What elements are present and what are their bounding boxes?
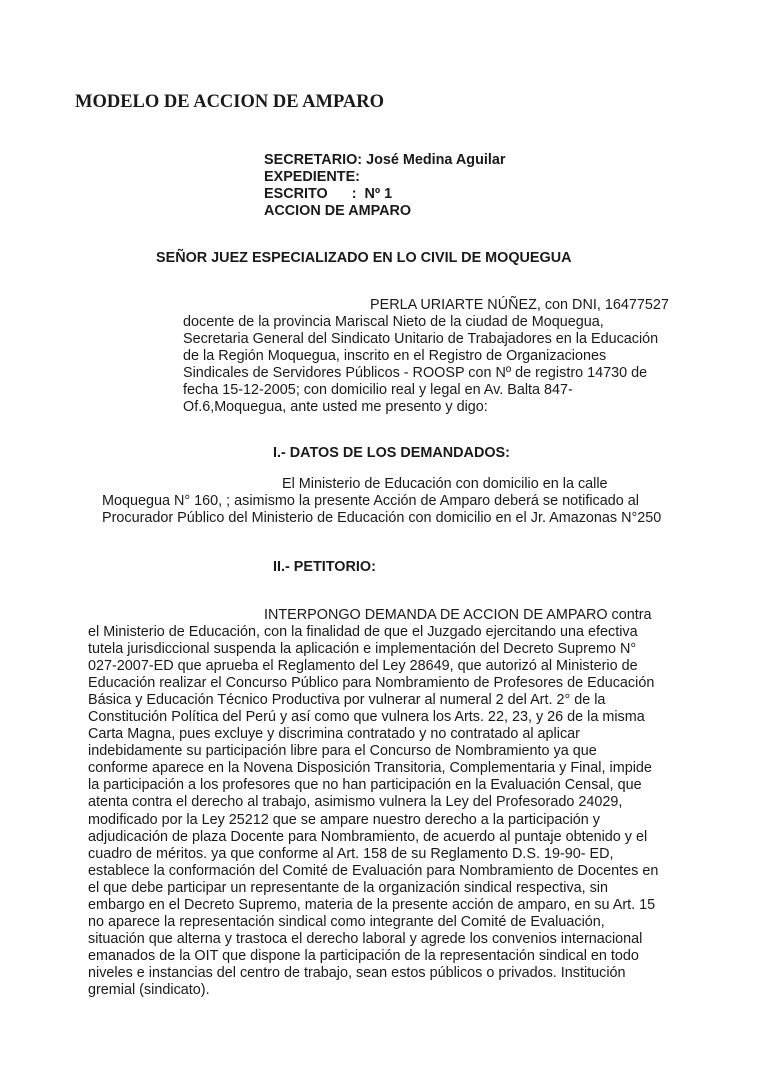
section2-line: 027-2007-ED que aprueba el Reglamento del Ley 28649, que autorizó al Ministerio de (88, 658, 638, 675)
section2-line: cuadro de méritos. ya que conforme al Art. 158 de su Reglamento D.S. 19-90- ED, (88, 845, 614, 862)
escrito-line: ESCRITO : Nº 1 (264, 186, 393, 202)
accion-line: ACCION DE AMPARO (264, 203, 412, 219)
expediente-line: EXPEDIENTE: (264, 169, 360, 185)
section2-line: conforme aparece en la Novena Disposición Transitoria, Complementaria y Final, impide (88, 760, 652, 777)
section2-line: atenta contra el derecho al trabajo, asimismo vulnera la Ley del Profesorado 24029, (88, 794, 623, 811)
section2-line: emanados de la OIT que dispone la participación de la representación sindical en todo (88, 947, 639, 964)
section2-line: el que debe participar un representante de la organización sindical respectiva, sin (88, 879, 608, 896)
intro-line: docente de la provincia Mariscal Nieto de la ciudad de Moquegua, (183, 314, 604, 330)
section2-line: Básica y Educación Técnico Productiva por vulnerar al numeral 2 del Art. 2° de la (88, 692, 606, 709)
section2-line: gremial (sindicato). (88, 981, 210, 998)
section2-line: no aparece la representación sindical como integrante del Comité de Evaluación, (88, 913, 605, 930)
section2-heading: II.- PETITORIO: (273, 559, 376, 575)
section1-heading: I.- DATOS DE LOS DEMANDADOS: (273, 445, 510, 461)
section1-line: Moquegua N° 160, ; asimismo la presente Acción de Amparo deberá se notificado al (102, 493, 639, 509)
intro-line: Sindicales de Servidores Públicos - ROOSP con Nº de registro 14730 de (183, 365, 648, 382)
section2-paragraph (88, 624, 658, 999)
section2-line: situación que alterna y trastoca el derecho laboral y agrede los convenios internacional (88, 930, 643, 947)
section2-line: indebidamente su participación libre para el Concurso de Nombramiento ya que (88, 743, 597, 760)
intro-first-line: PERLA URIARTE NÚÑEZ, con DNI, 16477527 (370, 297, 669, 313)
section2-line: el Ministerio de Educación, con la finalidad de que el Juzgado ejercitando una efectiva (88, 624, 638, 640)
intro-line: de la Región Moquegua, inscrito en el Registro de Organizaciones (183, 348, 607, 365)
section1-paragraph (102, 493, 661, 527)
intro-paragraph (183, 314, 658, 416)
secretario-line: SECRETARIO: José Medina Aguilar (264, 152, 506, 168)
section2-line: Carta Magna, pues excluye y discrimina contratado y no contratado al aplicar (88, 726, 580, 743)
section2-line: modificado por la Ley 25212 que se ampare nuestro derecho a la participación y (88, 811, 600, 828)
section2-line: embargo en el Decreto Supremo, materia de la presente acción de amparo, en su Art. 15 (88, 896, 656, 913)
section2-line: tutela jurisdiccional suspenda la aplicación e implementación del Decreto Supremo N° (88, 641, 637, 658)
section2-line: Constitución Política del Perú y así como que vulnera los Arts. 22, 23, y 26 de la misma (88, 709, 645, 726)
addressee: SEÑOR JUEZ ESPECIALIZADO EN LO CIVIL DE MOQUEGUA (156, 250, 572, 266)
document-title: MODELO DE ACCION DE AMPARO (75, 92, 385, 112)
intro-line: Secretaria General del Sindicato Unitario de Trabajadores en la Educación (183, 331, 659, 348)
section2-line: niveles e instancias del centro de trabajo, sean estos públicos o privados. Institución (88, 964, 626, 981)
section1-first-line: El Ministerio de Educación con domicilio en la calle (282, 476, 608, 492)
section1-line: Procurador Público del Ministerio de Educación con domicilio en el Jr. Amazonas N°250 (102, 510, 662, 527)
section2-first-line: INTERPONGO DEMANDA DE ACCION DE AMPARO contra (264, 607, 652, 623)
section2-line: la participación a los profesores que no han participación en la Evaluación Censal, que (88, 777, 642, 794)
section2-line: establece la conformación del Comité de Evaluación para Nombramiento de Docentes en (88, 862, 659, 879)
intro-line: Of.6,Moquegua, ante usted me presento y digo: (183, 399, 488, 416)
section2-line: adjudicación de plaza Docente para Nombramiento, de acuerdo al puntaje obtenido y el (88, 828, 648, 845)
section2-line: Educación realizar el Concurso Público para Nombramiento de Profesores de Educación (88, 675, 655, 692)
intro-line: fecha 15-12-2005; con domicilio real y legal en Av. Balta 847- (183, 382, 573, 399)
